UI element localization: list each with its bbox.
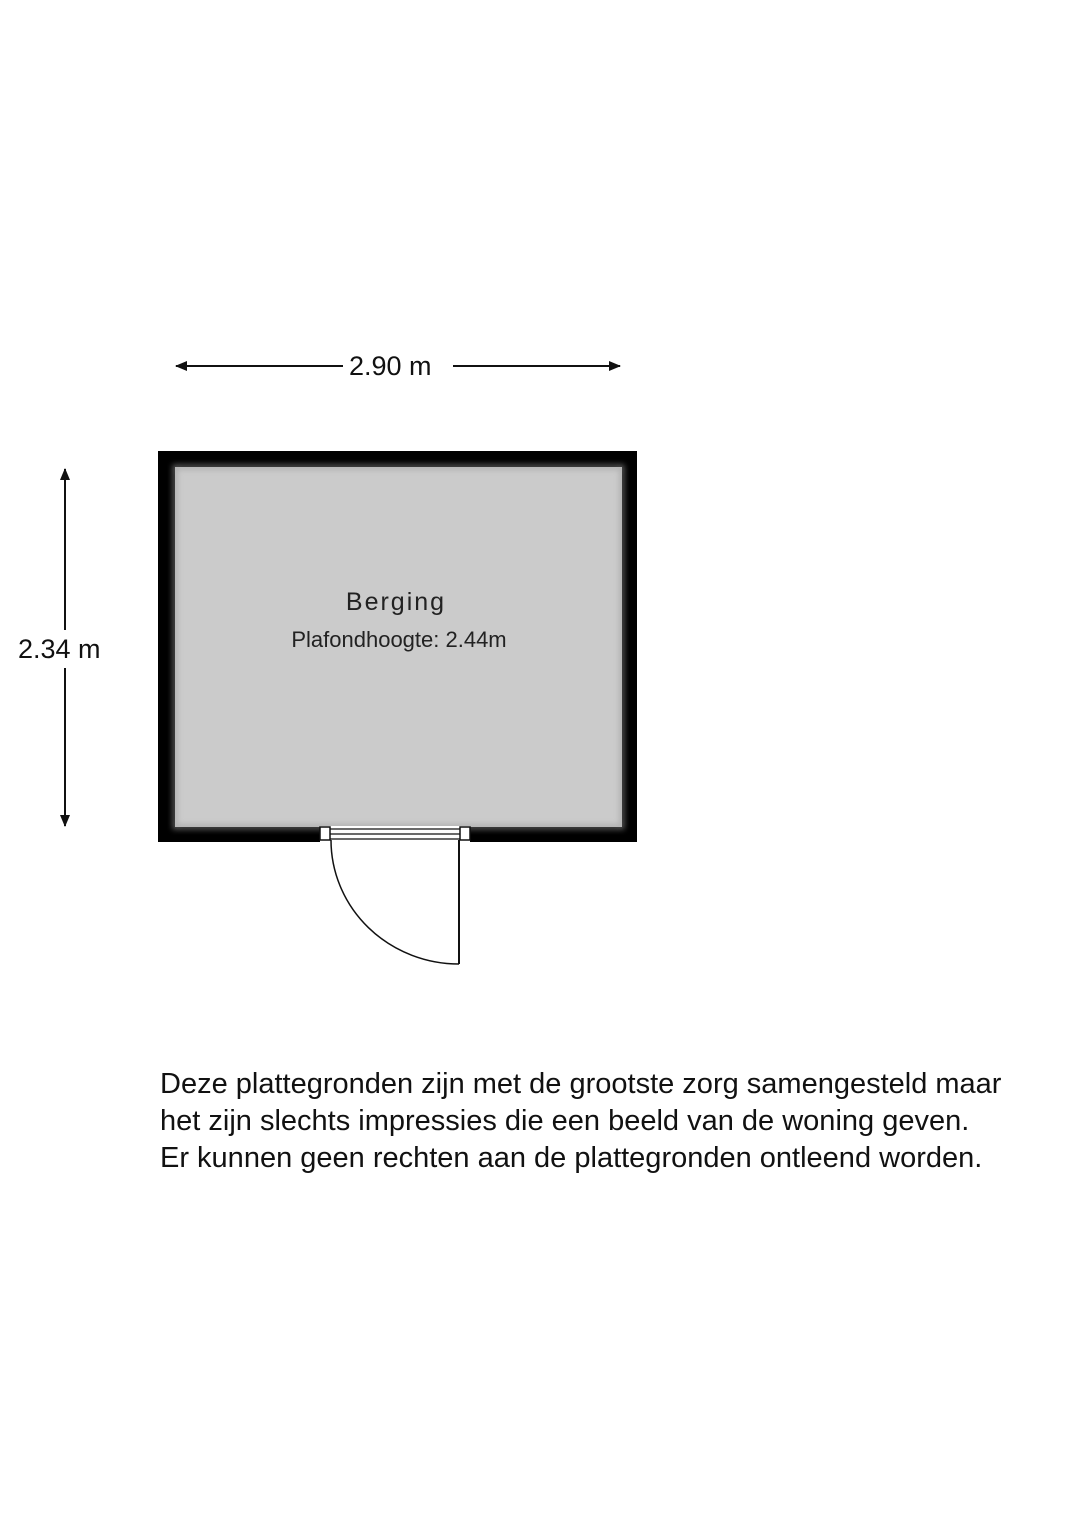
width-dimension-label: 2.90 m bbox=[343, 350, 438, 382]
room-name: Berging bbox=[345, 588, 447, 616]
door-swing-arc bbox=[331, 840, 459, 964]
door-jamb-right bbox=[460, 827, 470, 840]
depth-dimension-label: 2.34 m bbox=[18, 631, 101, 667]
disclaimer-line-1: Deze plattegronden zijn met de grootste zorg samengesteld maar bbox=[160, 1068, 1002, 1100]
disclaimer-line-3: Er kunnen geen rechten aan de plattegronden ontleend worden. bbox=[160, 1142, 983, 1174]
door-jamb-left bbox=[320, 827, 330, 840]
disclaimer-line-2: het zijn slechts impressies die een beeld van de woning geven. bbox=[160, 1105, 970, 1137]
room-ceiling-height: Plafondhoogte: 2.44m bbox=[291, 627, 507, 652]
disclaimer bbox=[160, 1066, 1060, 1177]
